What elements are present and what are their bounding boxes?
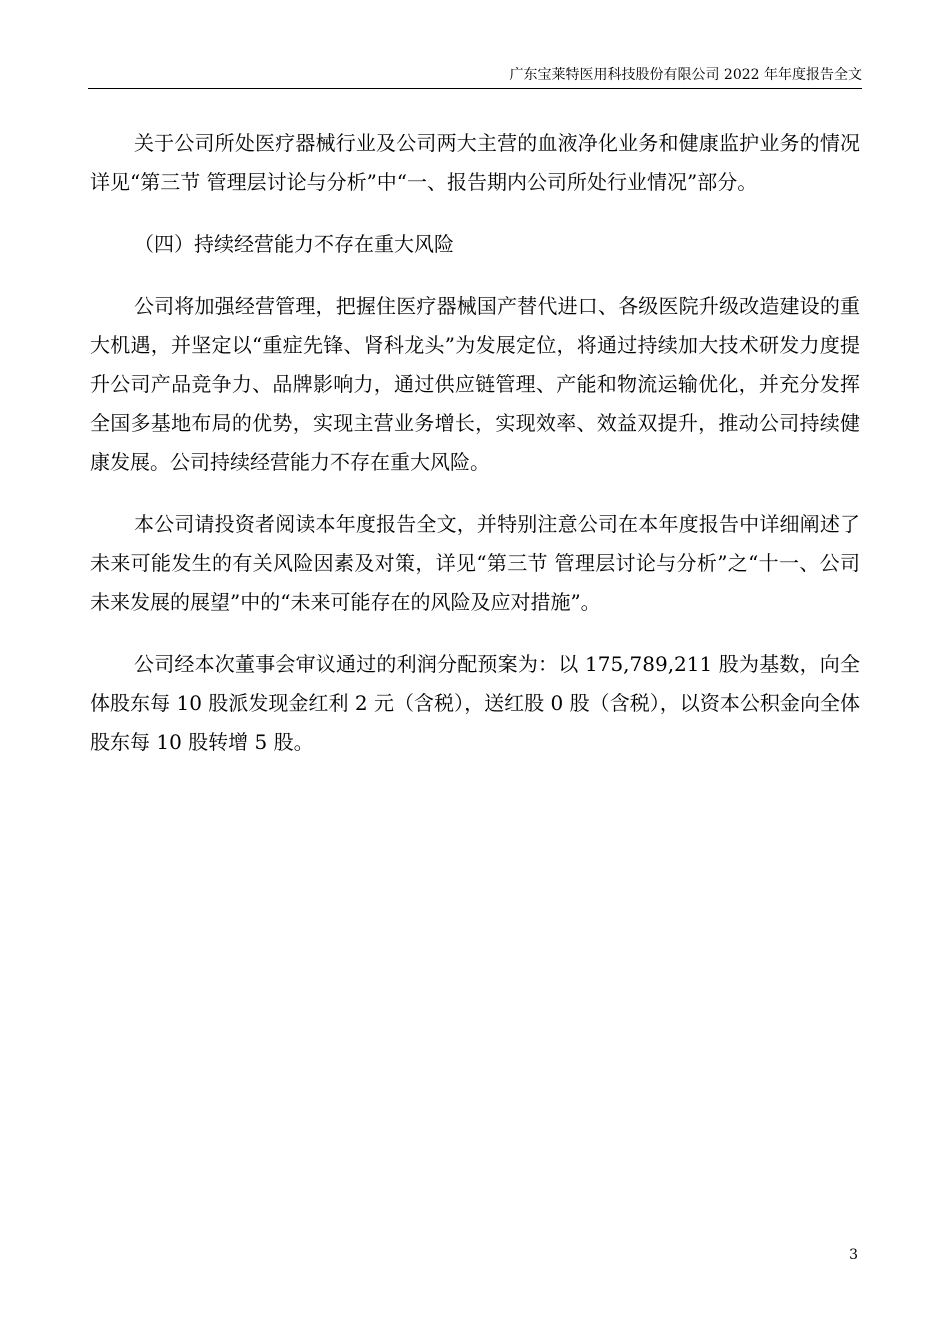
page-number: 3 [849,1247,858,1263]
paragraph-risk-notice: 本公司请投资者阅读本年度报告全文，并特别注意公司在本年度报告中详细阐述了未来可能发生的有关风险因素及对策，详见“第三节 管理层讨论与分析”之“十一、公司未来发展的展望”中的“未来可能存在的风险及应对措施”。 [90,512,860,614]
document-body [90,124,860,762]
section-heading-going-concern: （四）持续经营能力不存在重大风险 [134,232,454,256]
paragraph-industry: 关于公司所处医疗器械行业及公司两大主营的血液净化业务和健康监护业务的情况详见“第三节 管理层讨论与分析”中“一、报告期内公司所处行业情况”部分。 [90,131,860,194]
report-title: 广东宝莱特医用科技股份有限公司 2022 年年度报告全文 [509,67,862,83]
paragraph-operations: 公司将加强经营管理，把握住医疗器械国产替代进口、各级医院升级改造建设的重大机遇，并坚定以“重症先锋、肾科龙头”为发展定位，将通过持续加大技术研发力度提升公司产品竞争力、品牌影响力，通过供应链管理、产能和物流运输优化，并充分发挥全国多基地布局的优势，实现主营业务增长，实现效率、效益双提升，推动公司持续健康发展。公司持续经营能力不存在重大风险。 [90,294,860,474]
page-header [88,64,862,89]
paragraph-profit-distribution: 公司经本次董事会审议通过的利润分配预案为：以 175,789,211 股为基数，向全体股东每 10 股派发现金红利 2 元（含税），送红股 0 股（含税），以资本公积金向全体股东每 10 股转增 5 股。 [90,652,860,754]
